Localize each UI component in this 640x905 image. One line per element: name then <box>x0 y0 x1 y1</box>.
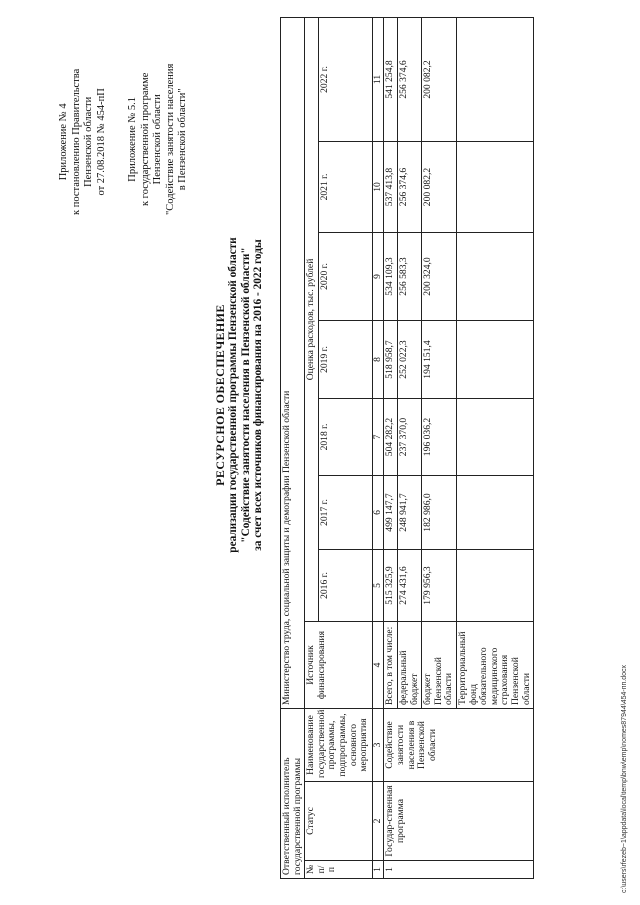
value-cell <box>456 17 533 141</box>
executor-label: Ответственный исполнитель государственной программы <box>281 709 305 879</box>
value-cell: 248 941,7 <box>397 476 421 550</box>
annex-4-header <box>58 69 108 215</box>
file-path-footer: c:\users\rfezeb~1\appdata\local\temp\bnw\emp\nomes87944\454-пп.docx <box>621 664 628 893</box>
col-header-number <box>305 861 373 879</box>
annex-5-1-line: "Содействие занятости населения <box>164 63 176 215</box>
value-cell <box>456 142 533 233</box>
column-number: 1 <box>372 861 384 879</box>
column-number: 10 <box>372 142 384 233</box>
value-cell: 515 325,9 <box>384 550 398 622</box>
value-cell <box>456 550 533 622</box>
year-header: 2021 г. <box>318 142 372 233</box>
value-cell: 182 986,0 <box>422 476 457 550</box>
value-cell: 179 956,3 <box>422 550 457 622</box>
source-label: бюджет Пензенской области <box>422 622 457 709</box>
document-title <box>214 185 265 605</box>
source-label: Всего, в том числе: <box>384 622 398 709</box>
annex-5-1-line: Пензенской области <box>152 94 163 185</box>
value-cell: 504 282,2 <box>384 399 398 476</box>
value-cell: 196 036,2 <box>422 399 457 476</box>
value-cell: 200 082,2 <box>422 142 457 233</box>
annex-5-1-line: в Пензенской области" <box>177 88 188 191</box>
value-cell: 518 958,7 <box>384 321 398 399</box>
source-label: федеральный бюджет <box>397 622 421 709</box>
value-cell: 541 254,8 <box>384 17 398 141</box>
year-header: 2016 г. <box>318 550 372 622</box>
column-number: 8 <box>372 321 384 399</box>
annex-4-line: Приложение № 4 <box>58 103 69 181</box>
title-line: РЕСУРСНОЕ ОБЕСПЕЧЕНИЕ <box>213 304 227 486</box>
value-cell <box>456 233 533 321</box>
annex-4-line: Пензенской области <box>83 96 94 187</box>
annex-4-line: к постановлению Правительства <box>70 68 82 215</box>
col-header-number-line: № <box>305 864 317 875</box>
value-cell: 194 151,4 <box>422 321 457 399</box>
annex-4-line: от 27.08.2018 № 454-пП <box>95 88 107 196</box>
value-cell <box>456 321 533 399</box>
col-header-name: Наименование государственной программы, подпрограммы, основного мероприятия <box>305 709 373 782</box>
column-number: 9 <box>372 233 384 321</box>
column-number: 5 <box>372 550 384 622</box>
column-number-row <box>372 17 384 878</box>
title-line: за счет всех источников финансирования на 2016 - 2022 годы <box>252 239 265 551</box>
annex-5-1-line: Приложение № 5.1 <box>127 96 138 182</box>
value-cell <box>456 399 533 476</box>
title-line: реализации государственной программы Пензенской области <box>226 237 239 553</box>
value-cell: 200 082,2 <box>422 17 457 141</box>
table-row <box>384 17 398 878</box>
year-header: 2020 г. <box>318 233 372 321</box>
value-cell: 256 374,6 <box>397 17 421 141</box>
row-number: 1 <box>384 861 534 879</box>
col-header-status: Статус <box>305 782 373 861</box>
annex-5-1-line: к государственной программе <box>139 72 151 207</box>
executor-value: Министерство труда, социальной защиты и демографии Пензенской области <box>281 17 305 708</box>
year-header: 2022 г. <box>318 17 372 141</box>
row-program-name: Содействие занятости населения в Пензенской области <box>384 709 534 782</box>
title-line: "Содействие занятости населения в Пензенской области" <box>239 247 252 543</box>
column-number: 4 <box>372 622 384 709</box>
value-cell <box>456 476 533 550</box>
column-number: 3 <box>372 709 384 782</box>
value-cell: 534 109,3 <box>384 233 398 321</box>
column-number: 2 <box>372 782 384 861</box>
year-header: 2019 г. <box>318 321 372 399</box>
value-cell: 200 324,0 <box>422 233 457 321</box>
col-header-estimate: Оценка расходов, тыс. рублей <box>305 17 319 621</box>
year-header: 2017 г. <box>318 476 372 550</box>
value-cell: 252 022,3 <box>397 321 421 399</box>
resource-table <box>280 17 534 879</box>
value-cell: 499 147,7 <box>384 476 398 550</box>
row-status: Государ-ственная программа <box>384 782 534 861</box>
value-cell: 256 374,6 <box>397 142 421 233</box>
value-cell: 256 583,3 <box>397 233 421 321</box>
annex-5-1-header <box>127 64 190 215</box>
value-cell: 237 370,0 <box>397 399 421 476</box>
value-cell: 274 431,6 <box>397 550 421 622</box>
column-number: 6 <box>372 476 384 550</box>
column-number: 11 <box>372 17 384 141</box>
value-cell: 537 413,8 <box>384 142 398 233</box>
source-label: Территориальный фонд обязательного медицинского страхования Пензенской области <box>456 622 533 709</box>
col-header-number-line: п/п <box>315 865 338 874</box>
col-header-source: Источник финансирования <box>305 622 373 709</box>
year-header: 2018 г. <box>318 399 372 476</box>
column-number: 7 <box>372 399 384 476</box>
